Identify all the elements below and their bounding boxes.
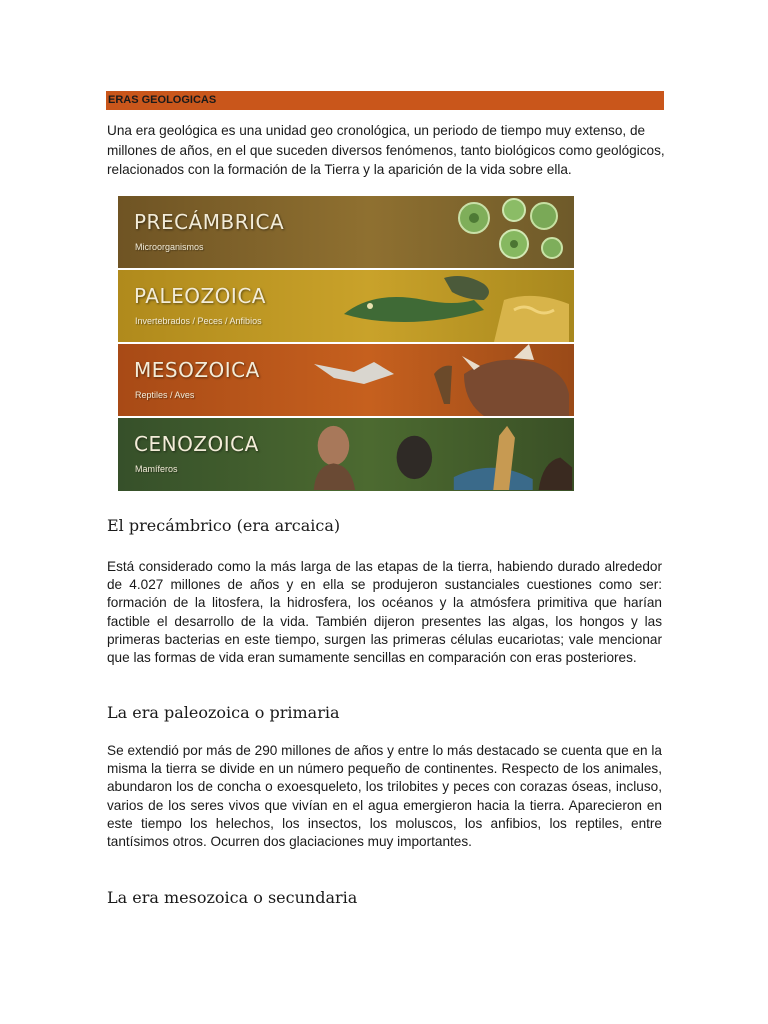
era-subtitle: Invertebrados / Peces / Anfibios <box>135 316 262 326</box>
era-paleozoica-panel <box>118 270 574 342</box>
era-subtitle: Microorganismos <box>135 242 204 252</box>
era-name: CENOZOICA <box>134 432 259 456</box>
era-subtitle: Reptiles / Aves <box>135 390 195 400</box>
intro-paragraph: Una era geológica es una unidad geo cronológica, un periodo de tiempo muy extenso, de millones de años, en el que suceden diversos fenómenos, tanto biológicos como geológicos, relacionados con la formación de la Tierra y la aparición de la vida sobre ella. <box>107 123 665 177</box>
era-name: MESOZOICA <box>134 358 260 382</box>
era-precambrica-panel <box>118 196 574 268</box>
mammals-illustration <box>304 418 574 490</box>
geologic-eras-banner <box>118 196 574 491</box>
era-cenozoica-panel <box>118 418 574 491</box>
era-subtitle: Mamíferos <box>135 464 178 474</box>
reptiles-birds-illustration <box>314 344 574 416</box>
era-name: PRECÁMBRICA <box>134 210 285 234</box>
section-body-precambrico: Está considerado como la más larga de las etapas de la tierra, habiendo durado alrededor de 4.027 millones de años y en ella se produjeron sustanciales cuestiones como ser: formación de la litosfera, la hidrosfera, los océanos y la atmósfera primitiva que harían factible el desarrollo de la vida. También dijeron presentes las algas, los hongos y las primeras bacterias en este tiempo, surgen las primeras células eucariotas; vale mencionar que las formas de vida eran sumamente sencillas en comparación con eras posteriores. <box>107 559 662 666</box>
microorganisms-illustration <box>434 196 574 268</box>
section-body-paleozoica: Se extendió por más de 290 millones de años y entre lo más destacado se cuenta que en la misma la tierra se divide en un número pequeño de continentes. Respecto de los animales, abundaron los de concha o exoesqueleto, los trilobites y peces con corazas óseas, incluso, varios de los seres vivos que vivían en el agua emergieron hacia la tierra. Aparecieron en este tiempo los helechos, los insectos, los moluscos, los anfibios, los reptiles, entre tantísimos otros. Ocurren dos glaciaciones muy importantes. <box>107 743 662 850</box>
document-title: ERAS GEOLOGICAS <box>106 91 664 110</box>
section-heading-mesozoica: La era mesozoica o secundaria <box>107 888 358 907</box>
era-name: PALEOZOICA <box>134 284 266 308</box>
section-heading-paleozoica: La era paleozoica o primaria <box>107 703 340 722</box>
fish-amphibian-illustration <box>334 270 574 342</box>
section-heading-precambrico: El precámbrico (era arcaica) <box>107 516 341 535</box>
era-mesozoica-panel <box>118 344 574 416</box>
